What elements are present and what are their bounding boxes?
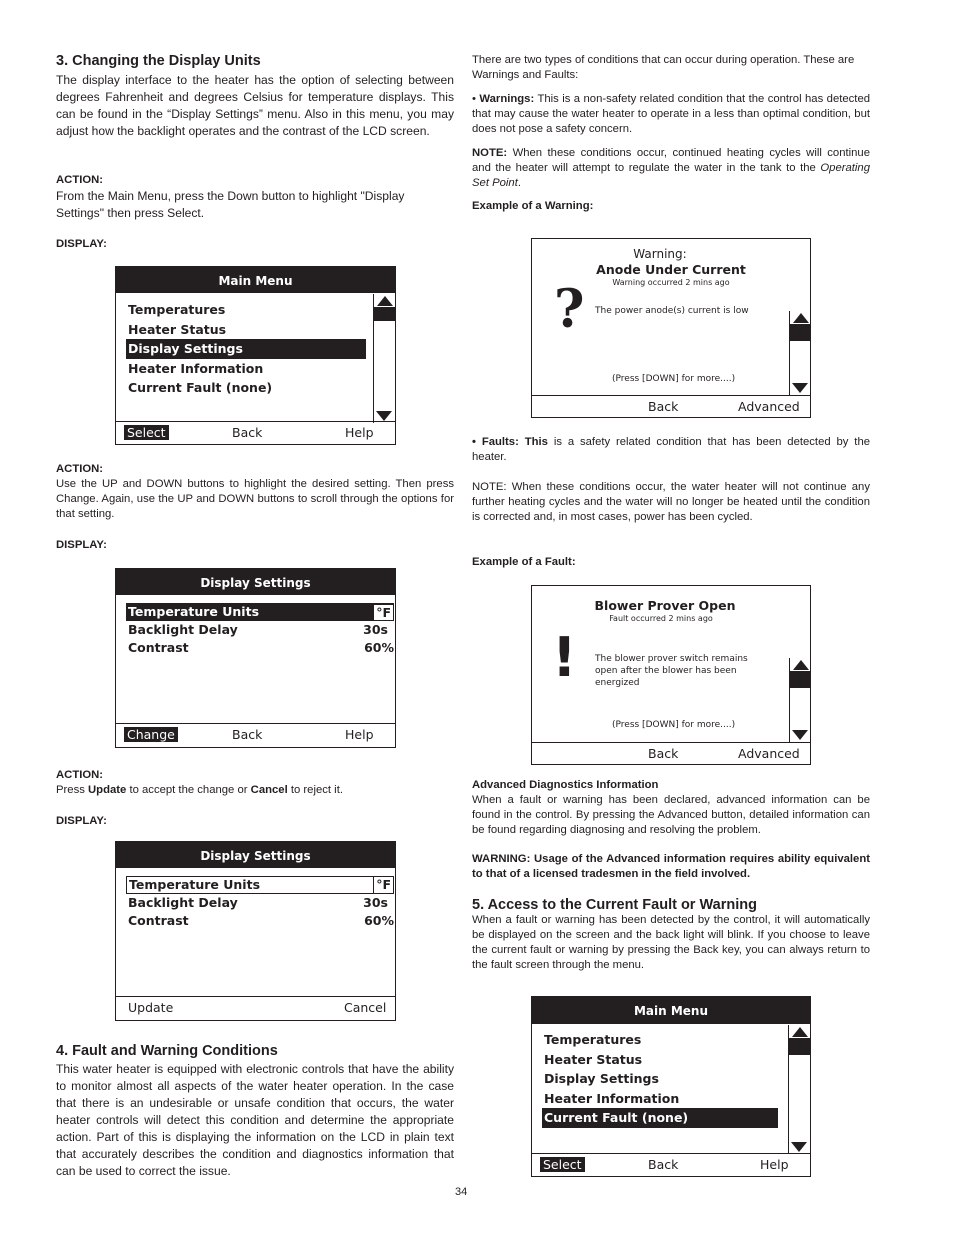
faults-paragraph: • Faults: This is a safety related condition that has been detected by the heater. [472, 436, 871, 463]
advanced-diagnostics-heading: Advanced Diagnostics Information [472, 779, 659, 791]
action-1-text: From the Main Menu, press the Down button to highlight "Display Settings" then press Select. [56, 189, 405, 220]
setting-label: Contrast [128, 913, 189, 928]
action-2-label: ACTION: [56, 463, 104, 475]
warning-heading: Warning: [633, 247, 687, 261]
select-button[interactable]: Select [124, 425, 169, 440]
screen-footer [116, 996, 395, 1020]
scroll-thumb[interactable] [789, 1038, 810, 1055]
section-3-title: 3. Changing the Display Units [56, 53, 261, 69]
setting-label: Backlight Delay [128, 895, 238, 910]
help-button[interactable]: Help [760, 1157, 789, 1172]
section-4-body: This water heater is equipped with electronic controls that have the ability to monitor almost all aspects of the water heater operation. In the case that there is an undesirable or unsafe condition that occurs, the water heater controls will detect this condition and determine the appropriate action. Part of this is displaying the information on the LCD in plain text that accurately describes the condition and diagnostics information that can be used to correct the issue. [56, 1062, 454, 1178]
back-button[interactable]: Back [648, 746, 679, 761]
fault-screen [531, 585, 811, 765]
menu-item-heater-information[interactable]: Heater Information [544, 1090, 680, 1106]
action-2-text: Use the UP and DOWN buttons to highlight the desired setting. Then press Change. Again, use the UP and DOWN buttons to scroll through the options for that setting. [56, 478, 454, 520]
conditions-intro: There are two types of conditions that can occur during operation. These are Warnings and Faults: [472, 54, 855, 81]
advanced-diagnostics-text: When a fault or warning has been declared, advanced information can be found in the control. By pressing the Advanced button, detailed information can be found regarding diagnosing and resolving the problem. [472, 794, 870, 836]
scroll-thumb[interactable] [374, 307, 395, 321]
scrollbar[interactable] [373, 294, 395, 423]
help-button[interactable]: Help [345, 727, 374, 742]
setting-value: 30s [363, 622, 388, 637]
display-settings-screen-1 [115, 568, 396, 748]
setting-value: °F [373, 877, 393, 893]
scrollbar[interactable] [788, 1025, 810, 1154]
back-button[interactable]: Back [648, 399, 679, 414]
advanced-button[interactable]: Advanced [738, 399, 800, 414]
back-button[interactable]: Back [232, 425, 263, 440]
example-warning-label: Example of a Warning: [472, 200, 594, 212]
scroll-up-arrow-icon[interactable] [793, 660, 809, 670]
menu-item-display-settings[interactable]: Display Settings [126, 339, 366, 359]
setting-value: 60% [364, 640, 394, 655]
setting-label: Temperature Units [129, 877, 261, 892]
display-settings-screen-2 [115, 841, 396, 1021]
scroll-up-arrow-icon[interactable] [793, 313, 809, 323]
question-mark-icon: ? [554, 279, 585, 340]
scroll-down-arrow-icon[interactable] [376, 411, 392, 421]
warning-title: Anode Under Current [596, 262, 746, 277]
fault-title: Blower Prover Open [594, 598, 736, 613]
note-1-paragraph: NOTE: When these conditions occur, continued heating cycles will continue and the heater will attempt to regulate the water in the tank to the Operating Set Point. [472, 147, 870, 189]
warning-timestamp: Warning occurred 2 mins ago [612, 278, 730, 287]
menu-item-current-fault[interactable]: Current Fault (none) [542, 1108, 778, 1128]
setting-label: Contrast [128, 640, 189, 655]
note-2-paragraph: NOTE: When these conditions occur, the water heater will not continue any further heating cycles and the water will no longer be heated until the condition is corrected and, in most cases, power has been cycled. [472, 481, 870, 523]
update-button[interactable]: Update [128, 1000, 174, 1015]
setting-temperature-units[interactable] [126, 876, 394, 894]
scrollbar[interactable] [789, 311, 811, 395]
select-button[interactable]: Select [540, 1157, 585, 1172]
fault-message: The blower prover switch remains open after the blower has been energized [595, 654, 748, 688]
press-down-hint: (Press [DOWN] for more....) [612, 720, 736, 730]
scroll-down-arrow-icon[interactable] [791, 1142, 807, 1152]
page-number: 34 [455, 1186, 468, 1198]
screen-title: Display Settings [116, 842, 395, 868]
scroll-thumb[interactable] [790, 324, 811, 341]
scroll-up-arrow-icon[interactable] [792, 1027, 808, 1037]
setting-value: 60% [364, 913, 394, 928]
change-button[interactable]: Change [124, 727, 178, 742]
warning-message: The power anode(s) current is low [595, 306, 749, 316]
section-4-title: 4. Fault and Warning Conditions [56, 1043, 278, 1059]
screen-title: Display Settings [116, 569, 395, 595]
main-menu-screen-2 [531, 996, 811, 1177]
screen-footer [532, 1153, 810, 1176]
menu-item-heater-information[interactable]: Heater Information [128, 360, 264, 376]
display-3-label: DISPLAY: [56, 815, 107, 827]
example-fault-label: Example of a Fault: [472, 556, 576, 568]
warning-note: WARNING: Usage of the Advanced information requires ability equivalent to that of a licensed tradesmen in the field involved. [472, 853, 870, 880]
screen-footer [532, 742, 810, 764]
setting-backlight-delay[interactable] [126, 894, 394, 912]
menu-item-heater-status[interactable]: Heater Status [544, 1051, 643, 1067]
display-2-label: DISPLAY: [56, 539, 107, 551]
setting-contrast[interactable] [126, 912, 394, 930]
advanced-button[interactable]: Advanced [738, 746, 800, 761]
display-1-label: DISPLAY: [56, 238, 107, 250]
setting-contrast[interactable] [126, 639, 394, 657]
menu-item-display-settings[interactable]: Display Settings [544, 1071, 659, 1087]
screen-title: Main Menu [116, 267, 395, 293]
fault-timestamp: Fault occurred 2 mins ago [609, 614, 713, 623]
setting-value: °F [373, 604, 394, 621]
scroll-down-arrow-icon[interactable] [792, 730, 808, 740]
screen-footer [532, 395, 810, 417]
setting-value: 30s [363, 895, 388, 910]
warning-screen [531, 238, 811, 418]
action-3-text: Press Update to accept the change or Cancel to reject it. [56, 784, 343, 796]
setting-temperature-units[interactable] [126, 603, 394, 621]
scrollbar[interactable] [789, 658, 811, 742]
screen-footer [116, 723, 395, 747]
press-down-hint: (Press [DOWN] for more....) [612, 374, 736, 384]
main-menu-screen-1 [115, 266, 396, 445]
scroll-thumb[interactable] [790, 671, 811, 688]
setting-backlight-delay[interactable] [126, 621, 394, 639]
warnings-paragraph: • Warnings: This is a non-safety related condition that the control has detected that may cause the water heater to operate in a less than optimal condition, but does not pose a safety concern. [472, 93, 871, 135]
screen-title: Main Menu [532, 997, 810, 1024]
back-button[interactable]: Back [232, 727, 263, 742]
setting-label: Temperature Units [128, 604, 260, 619]
action-1-label: ACTION: [56, 174, 104, 186]
menu-item-temperatures[interactable]: Temperatures [128, 302, 226, 317]
menu-item-temperatures[interactable]: Temperatures [544, 1032, 642, 1047]
scroll-up-arrow-icon[interactable] [377, 296, 393, 306]
screen-footer [116, 421, 395, 444]
help-button[interactable]: Help [345, 425, 374, 440]
back-button[interactable]: Back [648, 1157, 679, 1172]
section-3-body: The display interface to the heater has the option of selecting between degrees Fahrenheit and degrees Celsius for temperature displays. This can be found in the “Display Settings” menu. Also in this menu, you may adjust how the backlight operates and the contrast of the LCD screen. [56, 73, 454, 138]
action-3-label: ACTION: [56, 769, 104, 781]
scroll-down-arrow-icon[interactable] [792, 383, 808, 393]
exclamation-icon: ! [552, 626, 577, 689]
setting-label: Backlight Delay [128, 622, 238, 637]
menu-item-heater-status[interactable]: Heater Status [128, 321, 227, 337]
section-5-body: When a fault or warning has been detected by the control, it will automatically be displayed on the screen and the back light will blink. If you choose to leave the current fault or warning by pressing the Back key, you can always return to the fault screen through the menu. [472, 914, 870, 971]
section-5-title: 5. Access to the Current Fault or Warning [472, 897, 757, 913]
menu-item-current-fault[interactable]: Current Fault (none) [128, 380, 273, 396]
cancel-button[interactable]: Cancel [344, 1000, 387, 1015]
